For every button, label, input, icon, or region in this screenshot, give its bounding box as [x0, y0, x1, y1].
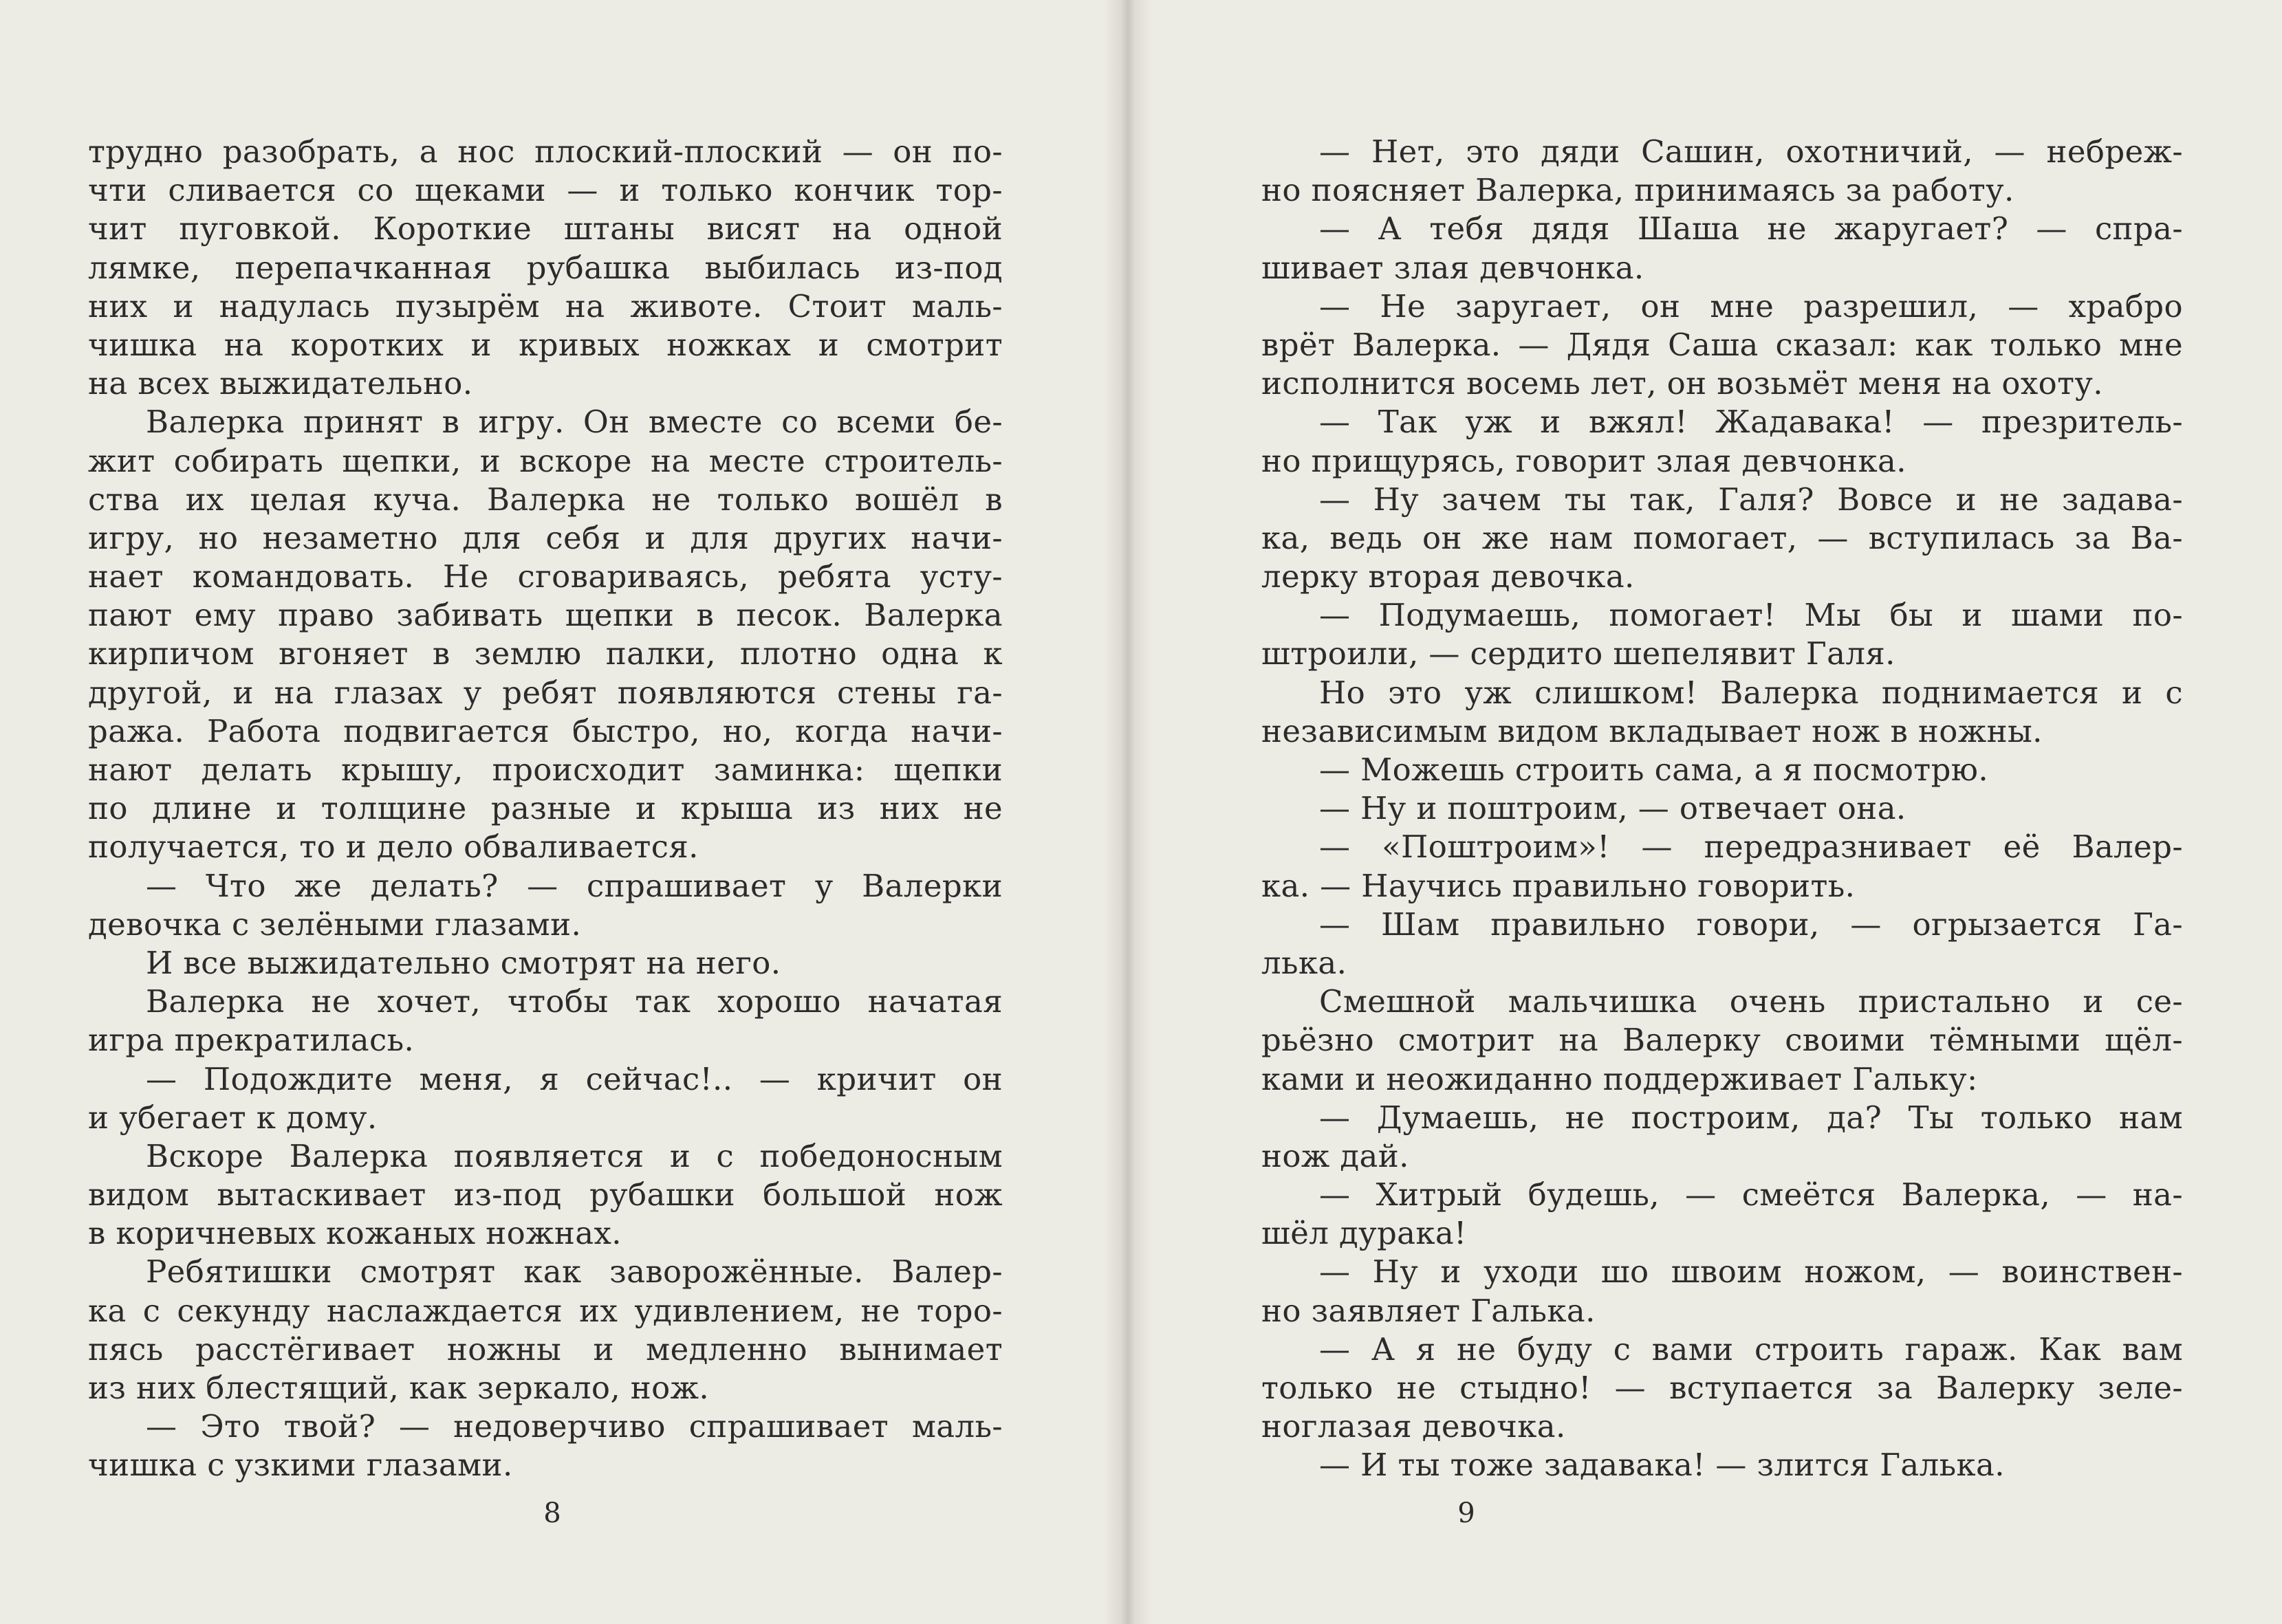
text-line: штроили, — сердито шепелявит Галя.	[1261, 635, 1895, 672]
text-line: пясь расстёгивает ножны и медленно вынимает	[88, 1330, 1003, 1368]
text-line: — Ну и уходи шо швоим ножом, — воинствен-	[1319, 1253, 2183, 1291]
text-line: игра прекратилась.	[88, 1022, 415, 1059]
text-line: нож дай.	[1261, 1137, 1409, 1174]
text-line: ка, ведь он же нам помогает, — вступилась за Ва-	[1261, 519, 2183, 556]
text-line: Валерка не хочет, чтобы так хорошо начатая	[146, 983, 1003, 1020]
text-line: видом вытаскивает из-под рубашки большой нож	[88, 1176, 1003, 1214]
text-line: лямке, перепачканная рубашка выбилась из-под	[88, 249, 1003, 286]
book-gutter	[1104, 0, 1152, 1624]
text-line: Вскоре Валерка появляется и с победоносным	[146, 1137, 1003, 1174]
text-line: — Что же делать? — спрашивает у Валерки	[146, 867, 1003, 904]
text-line: — Думаешь, не построим, да? Ты только нам	[1319, 1099, 2183, 1136]
text-line: девочка с зелёными глазами.	[88, 906, 582, 943]
text-line: трудно разобрать, а нос плоский-плоский — он по-	[88, 133, 1003, 170]
left-page-text	[88, 133, 1003, 1485]
text-line: нает командовать. Не сговариваясь, ребята усту-	[88, 558, 1003, 595]
text-line: по длине и толщине разные и крыша из них не	[88, 790, 1003, 827]
text-line: — Ну и пoштроим, — отвечает она.	[1319, 790, 1906, 827]
text-line: на всех выжидательно.	[88, 365, 473, 402]
text-line: игру, но незаметно для себя и для других начи-	[88, 519, 1003, 556]
text-line: чишка на коротких и кривых ножках и смотрит	[88, 326, 1003, 363]
text-line: но прищурясь, говорит злая девчонка.	[1261, 442, 1906, 479]
text-line: ноглазая девочка.	[1261, 1408, 1566, 1445]
text-line: Но это уж слишком! Валерка поднимается и с	[1319, 674, 2183, 711]
text-line: — И ты тоже задавака! — злится Галька.	[1319, 1447, 2005, 1484]
text-line: — А тебя дядя Шаша не жаругает? — спра-	[1319, 210, 2183, 248]
text-line: Смешной мальчишка очень пристально и се-	[1319, 983, 2183, 1020]
text-line: — Нет, это дяди Сашин, охотничий, — небреж-	[1319, 133, 2183, 170]
text-line: Ребятишки смотрят как заворожённые. Валер-	[146, 1253, 1003, 1291]
text-line: — Это твой? — недоверчиво спрашивает маль-	[146, 1408, 1003, 1445]
text-line: лерку вторая девочка.	[1261, 558, 1635, 595]
text-line: — Хитрый будешь, — смеётся Валерка, — на-	[1319, 1176, 2183, 1214]
text-line: чишка с узкими глазами.	[88, 1447, 513, 1484]
text-line: и убегает к дому.	[88, 1099, 378, 1136]
text-line: но заявляет Галька.	[1261, 1292, 1596, 1329]
right-page-number: 9	[1457, 1497, 1475, 1529]
left-page	[0, 0, 1128, 1624]
text-line: — «Поштроим»! — передразнивает её Валер-	[1319, 829, 2183, 866]
text-line: только не стыдно! — вступается за Валерку зеле-	[1261, 1370, 2183, 1406]
text-line: ства их целая куча. Валерка не только вошёл в	[88, 481, 1003, 518]
text-line: ка с секунду наслаждается их удивлением, не торо-	[88, 1292, 1003, 1329]
text-line: шивает злая девчонка.	[1261, 249, 1644, 286]
text-line: ка. — Научись правильно говорить.	[1261, 867, 1856, 904]
text-line: И все выжидательно смотрят на него.	[146, 944, 781, 981]
text-line: — Ну зачем ты так, Галя? Вовсе и не задава-	[1319, 481, 2183, 518]
text-line: — Шам правильно говори, — огрызается Га-	[1319, 906, 2183, 943]
text-line: — Так уж и вжял! Жадавака! — презритель-	[1319, 404, 2183, 441]
right-page	[1128, 0, 2282, 1624]
text-line: ража. Работа подвигается быстро, но, когда начи-	[88, 712, 1003, 749]
text-line: — Подумаешь, помогает! Мы бы и шами по-	[1319, 597, 2183, 634]
text-line: — Не заругает, он мне разрешил, — храбро	[1319, 287, 2183, 325]
text-line: них и надулась пузырём на животе. Стоит маль-	[88, 287, 1003, 325]
text-line: лька.	[1261, 944, 1347, 981]
text-line: ками и неожиданно поддерживает Гальку:	[1261, 1060, 1978, 1097]
text-line: жит собирать щепки, и вскоре на месте строитель-	[88, 442, 1003, 479]
text-line: чит пуговкой. Короткие штаны висят на одной	[88, 210, 1003, 248]
text-line: другой, и на глазах у ребят появляются стены га-	[88, 674, 1003, 711]
text-line: шёл дурака!	[1261, 1215, 1467, 1252]
text-line: исполнится восемь лет, он возьмёт меня на охоту.	[1261, 365, 2104, 402]
text-line: чти сливается со щеками — и только кончик тор-	[88, 172, 1003, 209]
text-line: — Подождите меня, я сейчас!.. — кричит он	[146, 1060, 1003, 1097]
text-line: кирпичом вгоняет в землю палки, плотно одна к	[88, 635, 1003, 672]
text-line: пают ему право забивать щепки в песок. Валерка	[88, 597, 1003, 634]
text-line: в коричневых кожаных ножнах.	[88, 1215, 622, 1252]
text-line: но поясняет Валерка, принимаясь за работу.	[1261, 172, 2014, 209]
text-line: получается, то и дело обваливается.	[88, 829, 699, 866]
text-line: — А я не буду с вами строить гараж. Как вам	[1319, 1330, 2183, 1368]
left-page-number: 8	[543, 1497, 561, 1529]
text-line: из них блестящий, как зеркало, нож.	[88, 1370, 710, 1406]
text-line: — Можешь строить сама, а я посмотрю.	[1319, 751, 1989, 788]
text-line: рьёзно смотрит на Валерку своими тёмными щёл-	[1261, 1022, 2183, 1059]
right-page-text	[1261, 133, 2183, 1485]
text-line: независимым видом вкладывает нож в ножны.	[1261, 712, 2043, 749]
text-line: Валерка принят в игру. Он вместе со всеми бе-	[146, 404, 1003, 441]
text-line: врёт Валерка. — Дядя Саша сказал: как только мне	[1261, 326, 2183, 363]
text-line: нают делать крышу, происходит заминка: щепки	[88, 751, 1003, 788]
